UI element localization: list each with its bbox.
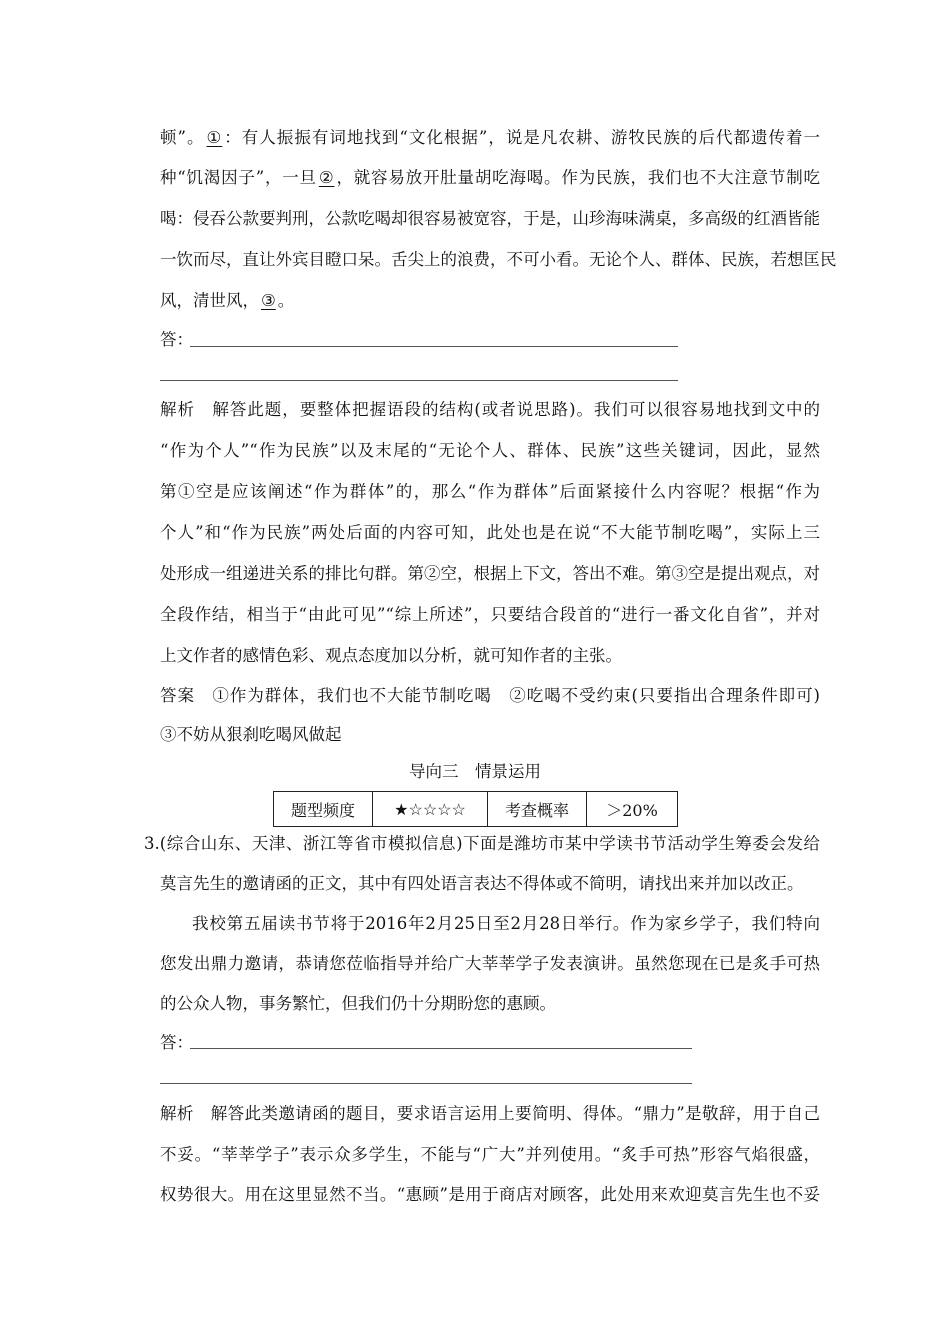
answer-line-text: 答案 ①作为群体，我们也不大能节制吃喝 ②吃喝不受约束(只要指出合理条件即可) [160,686,820,705]
analysis-line: 解析 解答此题，要整体把握语段的结构(或者说思路)。我们可以很容易地找到文中的 [160,400,820,419]
answer-label: 答： [160,330,193,349]
answer-line [160,1083,692,1084]
analysis-line: 解析 解答此类邀请函的题目，要求语言运用上要简明、得体。“鼎力”是敬辞，用于自己 [160,1104,820,1123]
answer-line [160,380,678,381]
answer-line [190,1048,692,1049]
analysis-line: 不妥。“莘莘学子”表示众多学生，不能与“广大”并列使用。“炙手可热”形容气焰很盛， [160,1145,820,1164]
passage-line: 喝：侵吞公款要判刑，公款吃喝却很容易被宽容，于是，山珍海味满桌，多高级的红酒皆能 [160,209,820,228]
letter-line: 我校第五届读书节将于2016年2月25日至2月28日举行。作为家乡学子，我们特向 [192,914,820,933]
analysis-line: 个人”和“作为民族”两处后面的内容可知，此处也是在说“不大能节制吃喝”，实际上三 [160,523,820,542]
frequency-table [273,791,678,827]
analysis-line: “作为个人”“作为民族”以及末尾的“无论个人、群体、民族”这些关键词，因此，显然 [160,441,820,460]
letter-line: 的公众人物，事务繁忙，但我们仍十分期盼您的惠顾。 [160,994,556,1013]
analysis-line: 上文作者的感情色彩、观点态度加以分析，就可知作者的主张。 [160,646,622,665]
answer-label: 答： [160,1033,193,1052]
analysis-line: 权势很大。用在这里显然不当。“惠顾”是用于商店对顾客，此处用来欢迎莫言先生也不妥 [160,1185,820,1204]
analysis-line: 全段作结，相当于“由此可见”“综上所述”，只要结合段首的“进行一番文化自省”，并对 [160,605,820,624]
answer-line [190,346,678,347]
blank-3: ③ [261,291,276,310]
probability-label: 考查概率 [488,792,587,827]
blank-2: ② [318,168,335,187]
passage-line: 顿”。 ① ：有人振振有词地找到“文化根据”，说是凡农耕、游牧民族的后代都遗传着一 [160,128,821,147]
section-title: 导向三 情景运用 [409,762,541,781]
analysis-line: 第①空是应该阐述“作为群体”的，那么“作为群体”后面紧接什么内容呢？根据“作为 [160,482,820,501]
type-frequency-label: 题型频度 [274,792,373,827]
letter-line: 您发出鼎力邀请，恭请您莅临指导并给广大莘莘学子发表演讲。虽然您现在已是炙手可热 [160,954,820,973]
star-rating: ★☆☆☆☆ [373,792,488,827]
analysis-line: 处形成一组递进关系的排比句群。第②空，根据上下文，答出不难。第③空是提出观点，对 [160,564,820,583]
passage-line: 一饮而尽，直让外宾目瞪口呆。舌尖上的浪费，不可小看。无论个人、群体、民族，若想匡民 [160,250,837,269]
blank-1: ① [206,128,223,147]
probability-value: ＞20% [587,792,678,827]
answer-line-text: ③不妨从狠刹吃喝风做起 [160,725,342,744]
question-line: 莫言先生的邀请函的正文，其中有四处语言表达不得体或不简明，请找出来并加以改正。 [160,874,804,893]
passage-line: 风，清世风， ③ 。 [160,291,295,310]
question-line: 3.(综合山东、天津、浙江等省市模拟信息)下面是潍坊市某中学读书节活动学生筹委会发给 [144,834,820,853]
passage-line: 种“饥渴因子”，一旦 ② ，就容易放开肚量胡吃海喝。作为民族，我们也不大注意节制吃 [160,168,821,187]
